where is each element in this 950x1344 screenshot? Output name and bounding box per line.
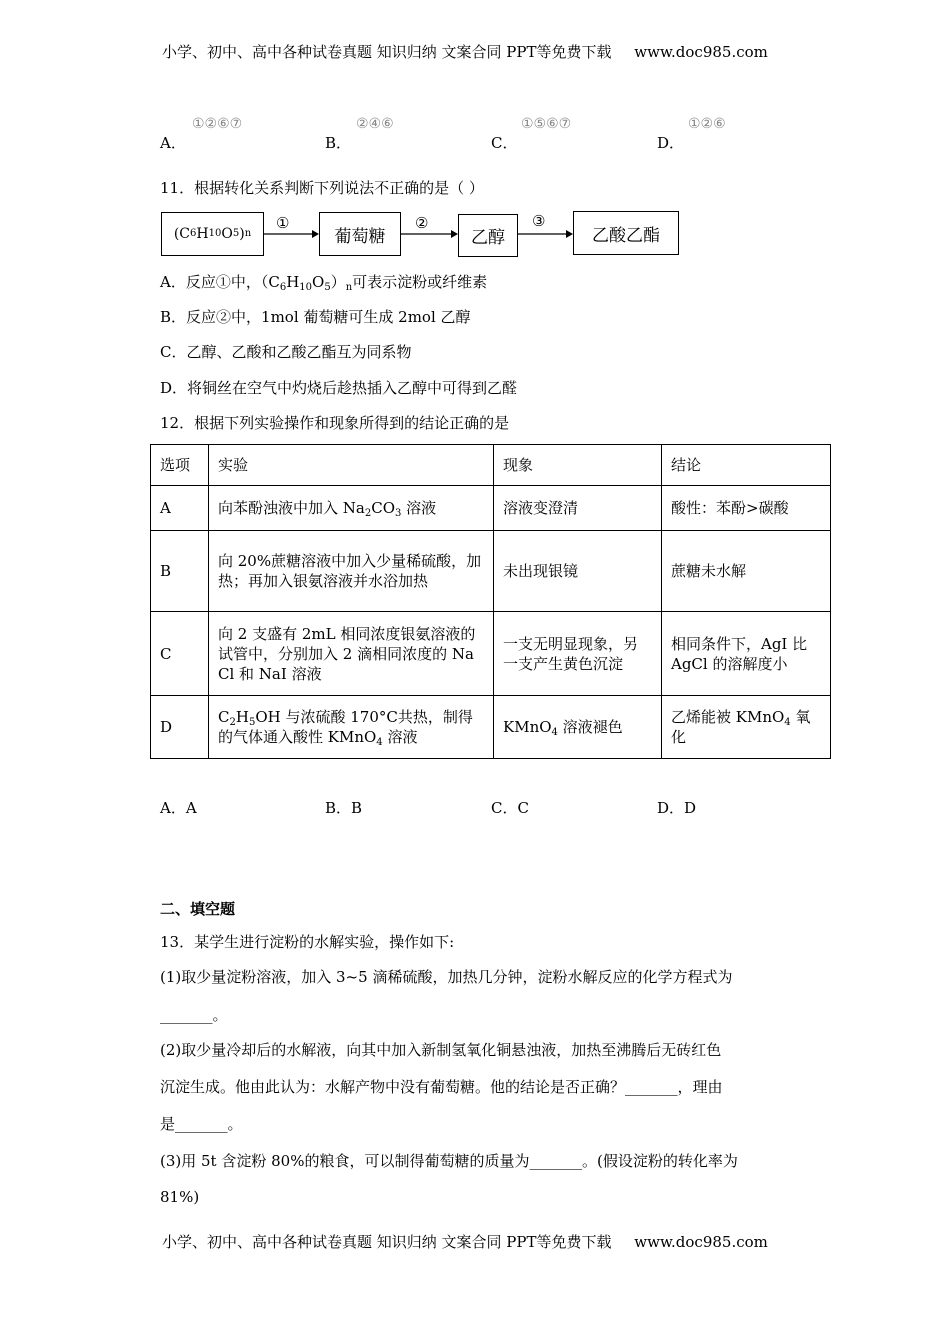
flow-box-ethyl-acetate: 乙酸乙酯	[573, 211, 679, 255]
q10-option-b-letter: B．	[325, 134, 352, 152]
q13-part1-line1: (1)取少量淀粉溶液，加入 3~5 滴稀硫酸，加热几分钟，淀粉水解反应的化学方程式为	[160, 968, 733, 986]
flow-arrow-3	[518, 226, 574, 242]
flow-box-ethanol: 乙醇	[458, 214, 518, 257]
q13-part3-line2: 81%)	[160, 1188, 200, 1206]
row-a-experiment: 向苯酚浊液中加入 $Na_2CO_3$ 溶液	[209, 486, 494, 531]
q12-option-b: B．B	[325, 799, 363, 817]
q11-option-a: A．反应①中，$(C_6H_{10}O_5)_n$可表示淀粉或纤维素	[160, 273, 488, 293]
flow-box-polysaccharide: (C 6 H 10 O 5 ) n	[161, 212, 264, 256]
flow-arrow-1	[264, 226, 320, 242]
flow-step-2-label: ②	[415, 214, 429, 232]
section-title: 二、填空题	[160, 900, 236, 918]
q11-stem: 11．根据转化关系判断下列说法不正确的是（ ）	[160, 179, 484, 197]
q12-option-a: A．A	[160, 799, 197, 817]
row-d-conclusion: 乙烯能被 KMnO$_4$ 氧化	[662, 696, 831, 759]
row-d-experiment: $C_2H_5OH$ 与浓硫酸 170°C共热，制得的气体通入酸性 KMnO$_4$ 溶液	[209, 696, 494, 759]
q12-option-d: D．D	[657, 799, 697, 817]
q13-part1-blank: _______。	[160, 1006, 228, 1024]
table-row	[151, 696, 831, 759]
q12-option-c: C．C	[491, 799, 529, 817]
q13-part2-line2: 沉淀生成。他由此认为：水解产物中没有葡萄糖。他的结论是否正确？_______，理由	[160, 1078, 723, 1096]
header-site-link[interactable]: www.doc985.com	[634, 43, 768, 61]
row-b-conclusion: 蔗糖未水解	[662, 531, 831, 612]
flow-step-3-label: ③	[532, 212, 546, 230]
page-header	[162, 41, 768, 62]
q13-part2-line3: 是_______。	[160, 1115, 243, 1133]
row-c-option: C	[151, 612, 209, 696]
q10-option-c-value: ①⑤⑥⑦	[521, 116, 572, 132]
row-a-option: A	[151, 486, 209, 531]
q10-option-c-letter: C．	[491, 134, 518, 152]
row-b-experiment: 向 20%蔗糖溶液中加入少量稀硫酸，加热；再加入银氨溶液并水浴加热	[209, 531, 494, 612]
header-cell-option: 选项	[151, 445, 209, 486]
row-c-conclusion: 相同条件下，AgI 比 AgCl 的溶解度小	[662, 612, 831, 696]
footer-text: 小学、初中、高中各种试卷真题 知识归纳 文案合同 PPT等免费下载	[162, 1233, 612, 1251]
row-c-experiment: 向 2 支盛有 2mL 相同浓度银氨溶液的试管中，分别加入 2 滴相同浓度的 NaCl 和 NaI 溶液	[209, 612, 494, 696]
table-header-row	[151, 445, 831, 486]
q11-option-c: C．乙醇、乙酸和乙酸乙酯互为同系物	[160, 343, 412, 361]
row-a-conclusion: 酸性：苯酚>碳酸	[662, 486, 831, 531]
q10-option-a-value: ①②⑥⑦	[192, 116, 243, 132]
table-row	[151, 531, 831, 612]
q11-option-d: D．将铜丝在空气中灼烧后趁热插入乙醇中可得到乙醛	[160, 379, 518, 397]
table-row	[151, 612, 831, 696]
q11-option-b: B．反应②中，1mol 葡萄糖可生成 2mol 乙醇	[160, 308, 471, 326]
row-d-phenomenon: KMnO$_4$ 溶液褪色	[494, 696, 662, 759]
flow-step-1-label: ①	[276, 214, 290, 232]
q10-option-d-letter: D．	[657, 134, 685, 152]
flow-arrow-2	[401, 226, 459, 242]
row-c-phenomenon: 一支无明显现象，另一支产生黄色沉淀	[494, 612, 662, 696]
header-text: 小学、初中、高中各种试卷真题 知识归纳 文案合同 PPT等免费下载	[162, 43, 612, 61]
row-a-phenomenon: 溶液变澄清	[494, 486, 662, 531]
row-d-option: D	[151, 696, 209, 759]
header-cell-experiment: 实验	[209, 445, 494, 486]
q10-option-a-letter: A．	[160, 134, 186, 152]
q13-part2-line1: (2)取少量冷却后的水解液，向其中加入新制氢氧化铜悬浊液，加热至沸腾后无砖红色	[160, 1041, 722, 1059]
q13-stem: 13．某学生进行淀粉的水解实验，操作如下:	[160, 933, 455, 951]
row-b-option: B	[151, 531, 209, 612]
flow-box-glucose: 葡萄糖	[319, 212, 401, 256]
table-row	[151, 486, 831, 531]
q13-part3-line1: (3)用 5t 含淀粉 80%的粮食，可以制得葡萄糖的质量为_______。(假设淀粉的转化率为	[160, 1152, 738, 1170]
row-b-phenomenon: 未出现银镜	[494, 531, 662, 612]
q12-stem: 12．根据下列实验操作和现象所得到的结论正确的是	[160, 414, 510, 432]
header-cell-conclusion: 结论	[662, 445, 831, 486]
header-cell-phenomenon: 现象	[494, 445, 662, 486]
page-footer	[162, 1231, 768, 1252]
q10-option-b-value: ②④⑥	[356, 116, 394, 132]
q10-option-d-value: ①②⑥	[688, 116, 726, 132]
footer-site-link[interactable]: www.doc985.com	[634, 1233, 768, 1251]
q12-table	[150, 444, 831, 759]
